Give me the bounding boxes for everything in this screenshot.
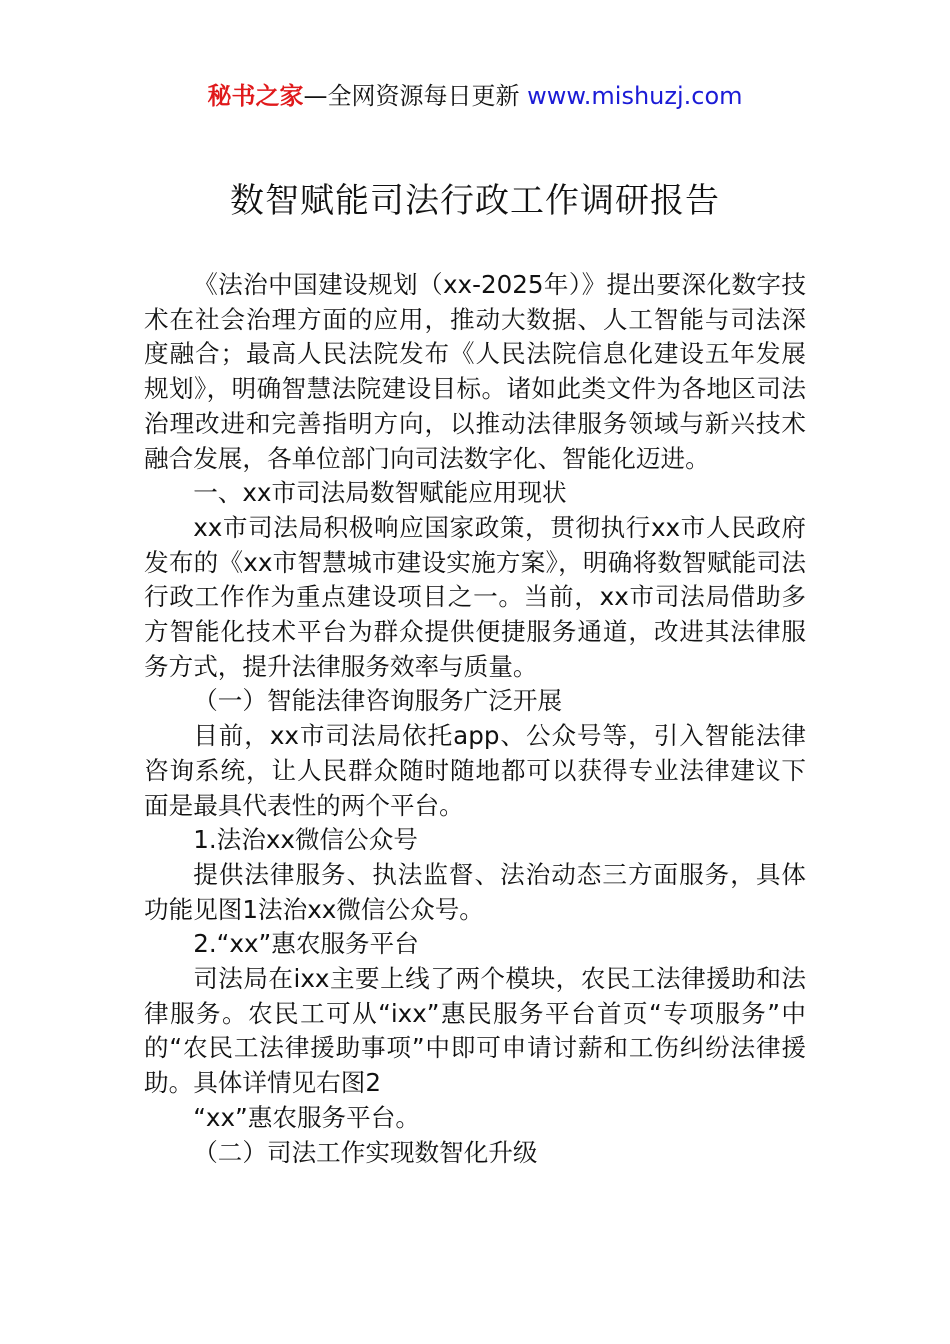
intro-paragraph: 《法治中国建设规划（xx-2025年）》提出要深化数字技术在社会治理方面的应用，推动大数据、人工智能与司法深度融合；最高人民法院发布《人民法院信息化建设五年发展规划》，明确智慧法院建设目标。诸如此类文件为各地区司法治理改进和完善指明方向，以推动法律服务领域与新兴技术融合发展，各单位部门向司法数字化、智能化迈进。 [144,270,806,473]
subsection-heading-1: （一）智能法律咨询服务广泛开展 [193,686,563,716]
item-1-paragraph: 提供法律服务、执法监督、法治动态三方面服务，具体功能见图1法治xx微信公众号。 [144,859,806,924]
section-heading-1: 一、xx市司法局数智赋能应用现状 [193,478,567,508]
item-heading-1: 1.法治xx微信公众号 [193,825,418,855]
item-heading-2: 2.“xx”惠农服务平台 [193,929,419,959]
document-title: 数智赋能司法行政工作调研报告 [230,181,720,221]
site-url-link[interactable]: www.mishuzj.com [527,82,743,110]
header-tagline: —全网资源每日更新 [303,82,520,110]
subsection-heading-2: （二）司法工作实现数智化升级 [193,1137,538,1167]
document-body [144,268,806,1170]
item-2-paragraph: 司法局在ixx主要上线了两个模块，农民工法律援助和法律服务。农民工可从“ixx”惠民服务平台首页“专项服务”中的“农民工法律援助事项”中即可申请讨薪和工伤纠纷法律援助。具体详情见右图2 [144,964,806,1098]
subsection-1-paragraph: 目前，xx市司法局依托app、公众号等，引入智能法律咨询系统，让人民群众随时随地都可以获得专业法律建议下面是最具代表性的两个平台。 [144,721,806,820]
brand-name: 秘书之家 [207,82,304,110]
site-header [0,80,950,112]
figure-caption-line: “xx”惠农服务平台。 [193,1102,420,1132]
section-1-paragraph: xx市司法局积极响应国家政策，贯彻执行xx市人民政府发布的《xx市智慧城市建设实施方案》，明确将数智赋能司法行政工作作为重点建设项目之一。当前，xx市司法局借助多方智能化技术平台为群众提供便捷服务通道，改进其法律服务方式，提升法律服务效率与质量。 [144,512,806,681]
